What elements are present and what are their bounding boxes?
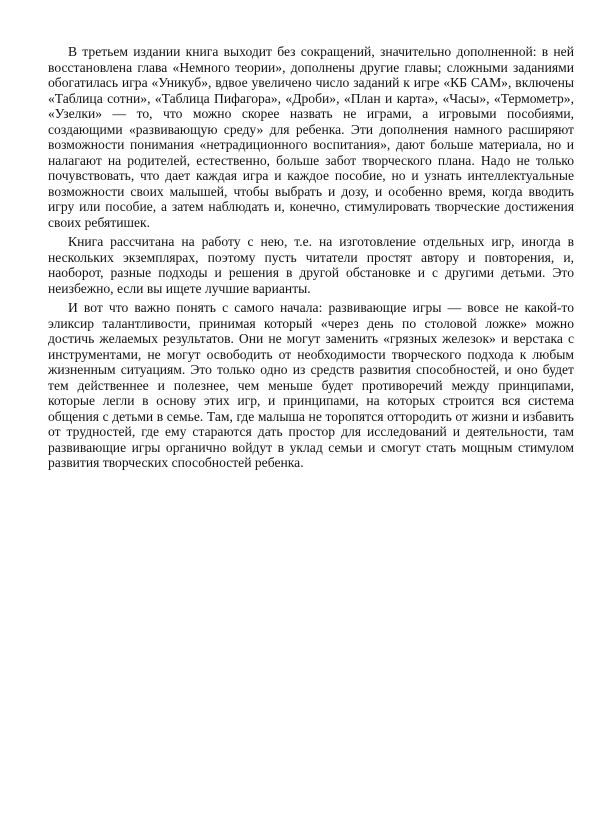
paragraph-1: В третьем издании книга выходит без сокращений, значительно дополненной: в ней восстановлена глава «Немного теории», дополнены другие главы; сложными заданиями обогатилась игра «Уникуб», вдвое увеличено число заданий к игре «КБ САМ», включены «Таблица сотни», «Таблица Пифагора», «Дроби», «План и карта», «Часы», «Термометр», «Узелки» — то, что можно скорее назвать не играми, а игровыми пособиями, создающими «развивающую среду» для ребенка. Эти дополнения намного расширяют возможности понимания «нетрадиционного воспитания», дают больше материала, но и налагают на родителей, естественно, больше забот творческого плана. Надо не только почувствовать, что дает каждая игра и каждое пособие, но и узнать интеллектуальные возможности своих малышей, чтобы выбрать и дозу, и особенно время, когда вводить игру или пособие, а затем наблюдать и, конечно, стимулировать творческие достижения своих ребятишек. — [48, 44, 574, 230]
paragraph-2: Книга рассчитана на работу с нею, т.е. на изготовление отдельных игр, иногда в нескольких экземплярах, поэтому пусть читатели простят автору и повторения, и, наоборот, разные подходы и решения в другой обстановке и с другими детьми. Это неизбежно, если вы ищете лучшие варианты. — [48, 234, 574, 296]
document-page — [48, 44, 574, 471]
paragraph-3: И вот что важно понять с самого начала: развивающие игры — вовсе не какой-то эликсир талантливости, принимая который «через день по столовой ложке» можно достичь желаемых результатов. Они не могут заменить «грязных железок» и верстака с инструментами, не могут освободить от необходимости творческого подхода к любым жизненным ситуациям. Это только одно из средств развития способностей, и оно будет тем действеннее и полезнее, чем меньше будет противоречий между принципами, которые легли в основу этих игр, и принципами, на которых строится вся система общения с детьми в семье. Там, где малыша не торопятся оттородить от жизни и избавить от трудностей, где ему стараются дать простор для исследований и деятельности, там развивающие игры органично войдут в уклад семьи и смогут стать мощным стимулом развития творческих способностей ребенка. — [48, 300, 574, 470]
